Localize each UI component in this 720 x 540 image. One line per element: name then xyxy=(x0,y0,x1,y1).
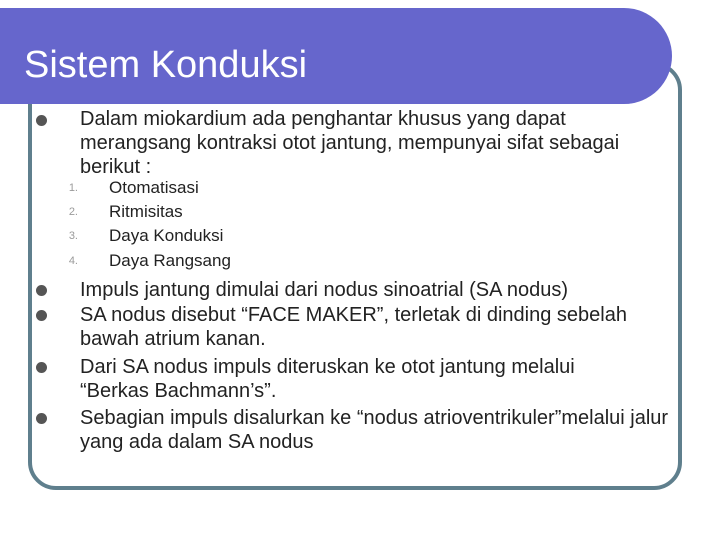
property-item: Ritmisitas xyxy=(109,202,183,221)
property-item: Daya Rangsang xyxy=(109,251,231,270)
bullet-point xyxy=(36,413,47,424)
bullet-point xyxy=(36,285,47,296)
property-number: 1. xyxy=(68,182,78,194)
property-number: 4. xyxy=(68,255,78,267)
property-item: Otomatisasi xyxy=(109,178,199,197)
property-number: 3. xyxy=(68,230,78,242)
bullet-point xyxy=(36,362,47,373)
title-bar xyxy=(0,8,672,104)
property-number: 2. xyxy=(68,206,78,218)
point-text: Dari SA nodus impuls diteruskan ke otot jantung melalui “Berkas Bachmann’s”. xyxy=(80,356,575,402)
property-item: Daya Konduksi xyxy=(109,226,224,245)
bullet-intro xyxy=(36,115,47,126)
intro-text: Dalam miokardium ada penghantar khusus yang dapat merangsang kontraksi otot jantung, mempunyai sifat sebagai berikut : xyxy=(80,108,620,178)
point-text: Sebagian impuls disalurkan ke “nodus atrioventrikuler”melalui jalur yang ada dalam SA nodus xyxy=(80,407,669,453)
bullet-point xyxy=(36,310,47,321)
point-text: Impuls jantung dimulai dari nodus sinoatrial (SA nodus) xyxy=(80,279,569,301)
point-text: SA nodus disebut “FACE MAKER”, terletak di dinding sebelah bawah atrium kanan. xyxy=(80,304,627,350)
slide-title: Sistem Konduksi xyxy=(24,44,308,86)
